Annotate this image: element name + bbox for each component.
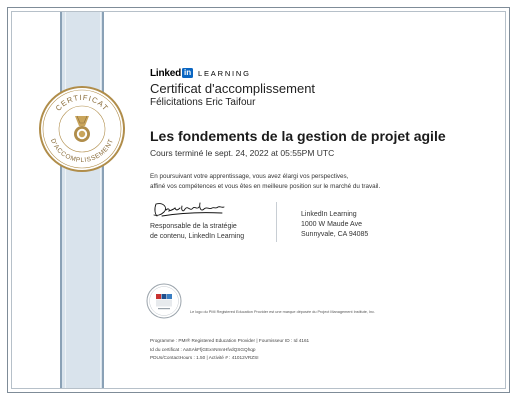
- achievement-message: [150, 172, 470, 192]
- certificate-details: [150, 337, 309, 363]
- detail-line: Programme : PMI® Registered Education Provider | Fournisseur ID : Id 4161: [150, 338, 310, 343]
- recipient-congratulations: Félicitations Eric Taifour: [150, 97, 256, 108]
- message-line: affiné vos compétences et vous êtes en meilleure position sur le marché du travail.: [150, 183, 381, 190]
- issuer-address: [301, 210, 368, 240]
- certificate-title: Certificat d'accomplissement: [150, 81, 316, 96]
- pmi-rep-badge-icon: [146, 283, 182, 319]
- signatory-role-line: Responsable de la stratégie: [150, 223, 237, 230]
- seal-bottom-text: D'ACCOMPLISSEMENT: [48, 137, 116, 165]
- ribbon-band: [60, 12, 104, 388]
- vertical-divider: [276, 202, 277, 242]
- linkedin-learning-logo: [150, 67, 251, 79]
- logo-linked-text: Linked: [150, 67, 182, 79]
- address-line: LinkedIn Learning: [301, 211, 357, 218]
- message-line: En poursuivant votre apprentissage, vous avez élargi vos perspectives,: [150, 173, 349, 180]
- pmi-trademark-note: Le logo du PMI Registered Education Provider est une marque déposée du Project Management Institute, Inc.: [190, 310, 376, 314]
- signatory-role-line: de contenu, LinkedIn Learning: [150, 233, 245, 240]
- signatory-role: [150, 222, 244, 242]
- address-line: Sunnyvale, CA 94085: [301, 231, 369, 238]
- course-title: Les fondements de la gestion de projet agile: [150, 128, 446, 144]
- seal-top-text: CERTIFICAT: [53, 92, 111, 113]
- address-line: 1000 W Maude Ave: [301, 221, 362, 228]
- completion-date: Cours terminé le sept. 24, 2022 at 05:55PM UTC: [150, 148, 335, 158]
- logo-in-badge: in: [183, 68, 192, 77]
- detail-line: PDUs/ContactHours : 1.50 | Activité # : 41012VRZSI: [150, 355, 259, 360]
- detail-line: Id du certificat : AaSAkFfjGExnNmnHfvdQSGQhqp: [150, 346, 256, 352]
- certificate-seal: [38, 85, 126, 173]
- signature-image: [150, 200, 230, 218]
- logo-learning-text: LEARNING: [198, 68, 251, 78]
